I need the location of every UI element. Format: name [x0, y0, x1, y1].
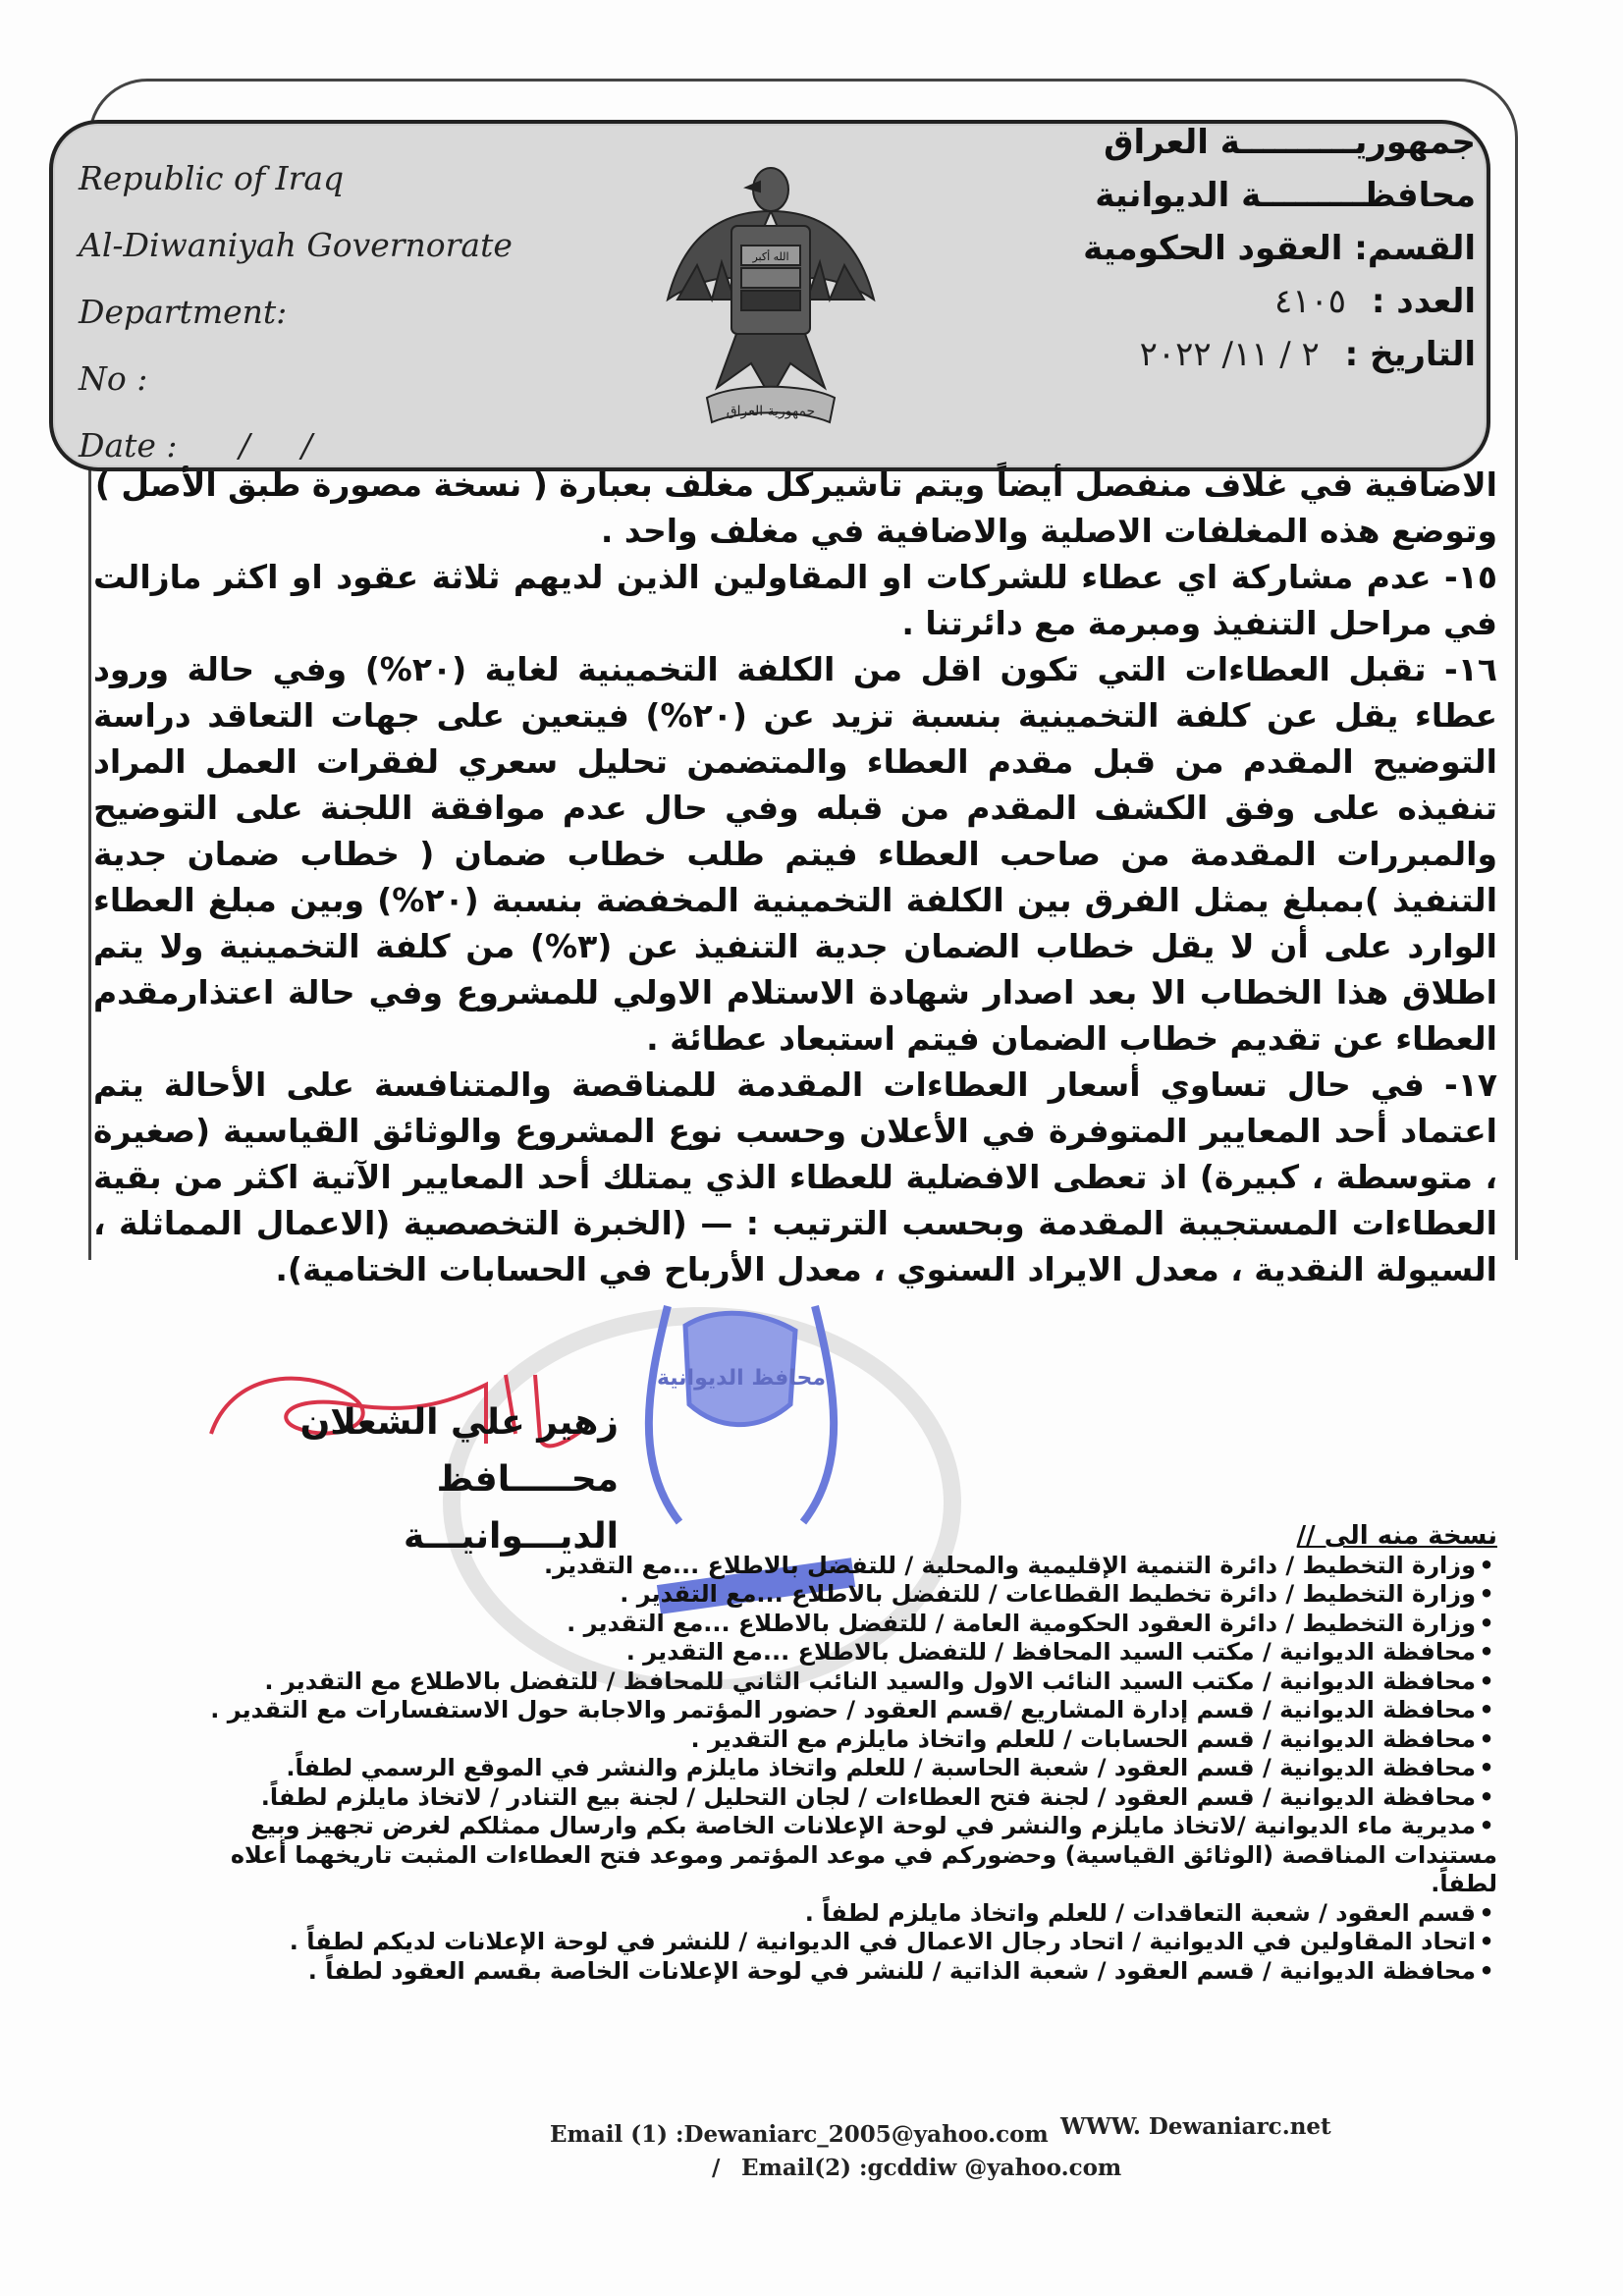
clause-15: ١٥- عدم مشاركة اي عطاء للشركات او المقاولين الذين لديهم ثلاثة عقود او اكثر مازالت في مراحل التنفيذ ومبرمة مع دائرتنا .: [93, 558, 1497, 642]
arabic-number-row: [1004, 275, 1476, 328]
copy-item: •محافظة الديوانية / قسم الحسابات / للعلم واتخاذ مايلزم مع التقدير .: [690, 1724, 1494, 1753]
intro-line-1: الاضافية في غلاف منفصل أيضاً ويتم تاشيركل مغلف بعبارة ( نسخة مصورة طبق الأصل ): [94, 465, 1497, 504]
english-letterhead: [79, 145, 540, 479]
copies-title: نسخة منه الى //: [1296, 1521, 1497, 1551]
english-department: Department:: [79, 293, 288, 331]
copy-item: •محافظة الديوانية / قسم إدارة المشاريع /قسم العقود / حضور المؤتمر والاجابة حول الاستفسارات مع التقدير .: [210, 1696, 1494, 1723]
arabic-governorate: محافظـــــــــة الديوانية: [1095, 176, 1476, 215]
footer: [471, 2113, 1355, 2188]
copy-item: •وزارة التخطيط / دائرة العقود الحكومية العامة / للتفضل بالاطلاع ...مع التقدير .: [567, 1609, 1494, 1637]
signatory-name: زهير علي الشعلان: [299, 1402, 619, 1443]
footer-separator: /: [712, 2155, 721, 2181]
english-republic: Republic of Iraq: [79, 159, 345, 197]
emblem-banner: الله أكبر: [752, 250, 789, 263]
copy-item: •قسم العقود / شعبة التعاقدات / للعلم واتخاذ مايلزم لطفاً .: [804, 1898, 1494, 1927]
footer-email-2: Email(2) :gcddiw @yahoo.com: [741, 2155, 1122, 2181]
copy-item: •مديرية ماء الديوانية /لاتخاذ مايلزم والنشر في لوحة الإعلانات الخاصة بكم وارسال ممثلكم لغرض تجهيز وبيع مستندات المناقصة (الوثائق القياسية) وحضوركم في موعد المؤتمر وموعد فتح العطاءات المثبت تاريخهما أعلاه لطفاً.: [230, 1812, 1497, 1897]
copy-item: •وزارة التخطيط / دائرة تخطيط القطاعات / للتفضل بالاطلاع ...مع التقدير .: [620, 1580, 1494, 1608]
english-governorate: Al-Diwaniyah Governorate: [79, 226, 513, 264]
copy-item: •محافظة الديوانية / قسم العقود / لجنة فتح العطاءات / لجان التحليل / لجنة بيع التنادر / لاتخاذ مايلزم لطفاً.: [260, 1782, 1494, 1811]
copy-item: •محافظة الديوانية / مكتب السيد النائب الاول والسيد النائب الثاني للمحافظ / للتفضل بالاطلاع مع التقدير .: [264, 1667, 1494, 1695]
number-value: ٤١٠٥: [1273, 282, 1347, 321]
copy-item: •محافظة الديوانية / قسم العقود / شعبة الحاسبة / للعلم واتخاذ مايلزم والنشر في الموقع الرسمي لطفاً.: [286, 1754, 1494, 1781]
footer-email-1: Email (1) :Dewaniarc_2005@yahoo.com: [550, 2121, 1049, 2148]
copies-list: [201, 1522, 1497, 1986]
copy-item: •محافظة الديوانية / مكتب السيد المحافظ / للتفضل بالاطلاع ...مع التقدير .: [625, 1638, 1494, 1666]
copy-item: •محافظة الديوانية / قسم العقود / شعبة الذاتية / للنشر في لوحة الإعلانات الخاصة بقسم العقود لطفاً .: [307, 1956, 1494, 1985]
arabic-republic: جمهوريــــــــــة العراق: [1104, 123, 1476, 162]
number-label: العدد :: [1371, 282, 1476, 321]
intro-line-2: وتوضع هذه المغلفات الاصلية والاضافية في مغلف واحد .: [600, 512, 1497, 550]
date-value: ٢ / ١١/ ٢٠٢٢: [1139, 335, 1320, 374]
footer-website: WWW. Dewaniarc.net: [1060, 2113, 1331, 2140]
clause-16: ١٦- تقبل العطاءات التي تكون اقل من الكلفة التخمينية لغاية (٢٠%) وفي حالة ورود عطاء يقل عن كلفة التخمينية بنسبة تزيد عن (٢٠%) فيتعين على جهات التعاقد دراسة التوضيح المقدم من قبل مقدم العطاء والمتضمن تحليل سعري لفقرات العمل المراد تنفيذه على وفق الكشف المقدم من قبله وفي حال عدم موافقة اللجنة على التوضيح والمبررات المقدمة من صاحب العطاء فيتم طلب خطاب ضمان ( خطاب ضمان جدية التنفيذ )بمبلغ يمثل الفرق بين الكلفة التخمينية المخفضة بنسبة (٢٠%) وبين مبلغ العطاء الوارد على أن لا يقل خطاب الضمان جدية التنفيذ عن (٣%) من كلفة التخمينية ولا يتم اطلاق هذا الخطاب الا بعد اصدار شهادة الاستلام الاولي للمشروع وفي حالة اعتذارمقدم العطاء عن تقديم خطاب الضمان فيتم استبعاد عطائة .: [93, 650, 1498, 1058]
english-number: No :: [79, 359, 148, 398]
eagle-emblem-icon: [658, 152, 884, 437]
date-label: التاريخ :: [1344, 335, 1476, 374]
clause-17: ١٧- في حال تساوي أسعار العطاءات المقدمة للمناقصة والمتنافسة على الأحالة يتم اعتماد أحد المعايير المتوفرة في الأعلان وحسب نوع المشروع والوثائق القياسية (صغيرة ، متوسطة ، كبيرة) اذ تعطى الافضلية للعطاء الذي يمتلك أحد المعايير الآتية اكثر من بقية العطاءات المستجيبة المقدمة وبحسب الترتيب : — (الخبرة التخصصية (الاعمال المماثلة ، السيولة النقدية ، معدل الايراد السنوي ، معدل الأرباح في الحسابات الختامية).: [93, 1066, 1497, 1288]
emblem-caption: جمهورية العراق: [726, 404, 816, 419]
copy-item: •وزارة التخطيط / دائرة التنمية الإقليمية والمحلية / للتفضل بالاطلاع ...مع التقدير.: [544, 1551, 1494, 1579]
letter-body: [93, 462, 1497, 1292]
arabic-department: القسم: العقود الحكومية: [1083, 229, 1476, 268]
signatory-title: محـــــافظ الديـــوانيـــة: [404, 1459, 619, 1557]
copy-item: •اتحاد المقاولين في الديوانية / اتحاد رجال الاعمال في الديوانية / للنشر في لوحة الإعلانات لديكم لطفاً .: [289, 1928, 1494, 1955]
stamp-text: محافظ الديوانية: [656, 1366, 827, 1391]
english-date: Date : / /: [79, 426, 313, 465]
arabic-letterhead: [1004, 116, 1476, 381]
arabic-date-row: [1004, 328, 1476, 381]
